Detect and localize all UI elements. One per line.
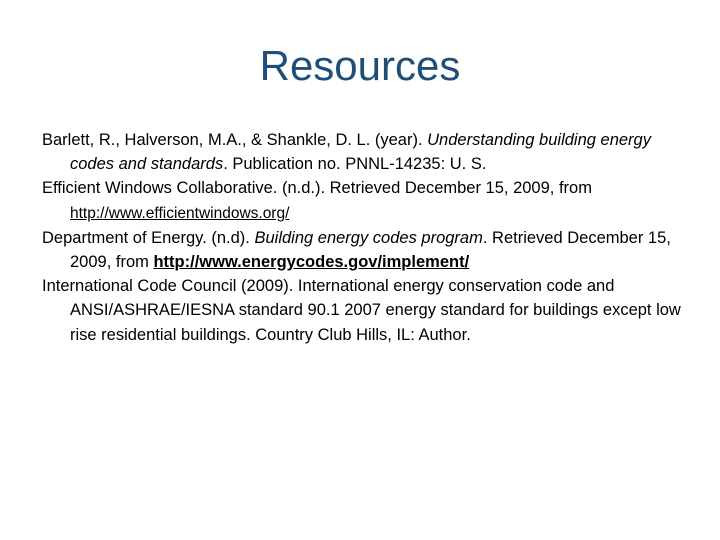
reference-link-energycodes[interactable]: http://www.energycodes.gov/implement/ [153, 253, 470, 272]
slide-title: Resources [259, 42, 461, 89]
reference-title: Understanding building energy codes and standards [70, 131, 651, 174]
reference-retrieved: . Retrieved December 15, 2009, from [70, 228, 671, 272]
reference-item-icc [42, 274, 682, 347]
reference-item-doe [42, 226, 682, 274]
reference-authors: Barlett, R., Halverson, M.A., & Shankle, D. L. (year). [42, 131, 428, 149]
reference-link-efficientwindows[interactable]: http://www.efficientwindows.org/ [70, 204, 290, 222]
reference-authors: Department of Energy. (n.d). [42, 228, 255, 247]
reference-item-barlett [42, 128, 682, 176]
reference-text: International Code Council (2009). International energy conservation code and ANSI/ASHRAE/IESNA standard 90.1 2007 energy standard for buildings except low rise residential buildings. Country Club Hills, IL: Author. [42, 277, 681, 344]
reference-title: Building energy codes program [254, 228, 483, 247]
reference-list [42, 128, 682, 347]
reference-publication: . Publication no. PNNL-14235: U. S. [223, 155, 487, 174]
reference-item-efficient-windows [42, 176, 682, 225]
reference-text: Efficient Windows Collaborative. (n.d.). Retrieved December 15, 2009, from [42, 179, 592, 198]
